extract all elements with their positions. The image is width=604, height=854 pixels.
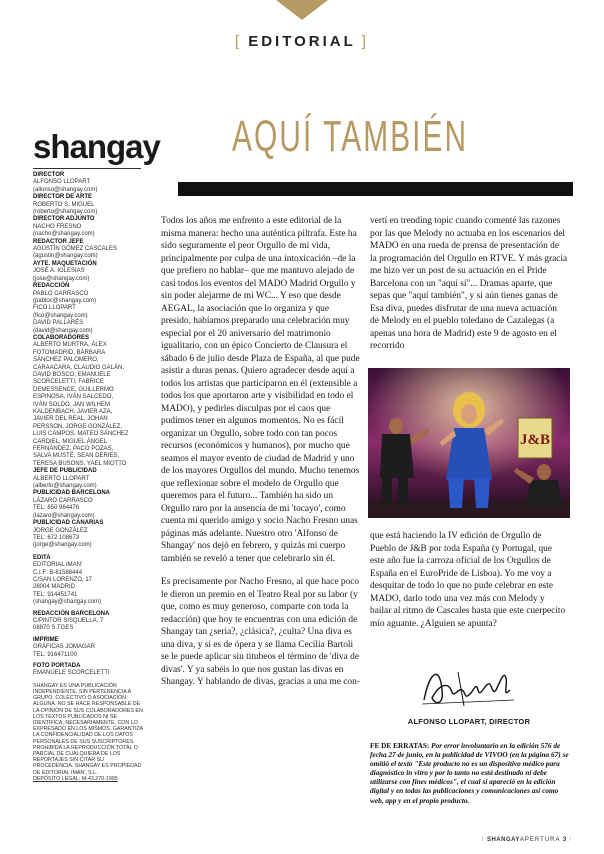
credit-line: KALDENBACH, JAVIER AZA, [33,409,113,415]
credit-line: 08870 S.TGES [33,625,74,632]
credit-line: FICO LLOPART [33,305,76,312]
credit-role: DIRECTOR [33,172,65,178]
shangay-logo: shangay [33,128,160,165]
credit-line: SCORCELETTI, FABRICE [33,379,105,386]
credit-role: REDACCIÓN [33,283,70,290]
credit-line: JORGE GONZÁLEZ [33,527,88,534]
legal-deposit: DEPÓSITO LEGAL: M-43.270-1995 [33,775,118,782]
footer-brand: SHANGAY [486,837,520,843]
credit-role: IMPRIME [33,636,59,643]
footer-section: APERTURA [519,837,561,843]
credit-role: AYTE. MAQUETACIÓN [33,260,97,267]
credit-line: TEL: 914451741 [33,591,78,598]
credit-line: C/PINTOR SISQUELLA, 7 [33,617,104,624]
credit-line: (allonso@shangay.com) [33,186,98,193]
credit-line: (fico@shangay.com) [33,312,88,319]
credit-role: DIRECTOR ADJUNTO [33,216,95,223]
credit-line: ROBERTO S. MIGUEL [33,201,95,208]
credit-line: FOTOMADRID, BÁRBARA [33,349,106,356]
credit-line: (pabloc@shangay.com) [33,297,97,304]
credit-line: TEL: 672 108673 [33,534,80,541]
credit-role: FOTO PORTADA [33,663,81,669]
credit-role: PUBLICIDAD CANARIAS [33,520,104,527]
credit-line: C/SAN LORENZO, 17 [33,576,93,583]
jb-sign: J&B [520,432,550,448]
credit-role: EDITA [33,554,51,561]
credit-line: (jose@shangay.com) [33,275,90,282]
article-column-1 [161,215,360,689]
credit-line: ALBERTO LLOPART [33,475,90,482]
credit-line: CARDIEL, MIGUEL ÁNGEL [33,438,108,445]
headline: AQUÍ TAMBIÉN [232,112,469,161]
credit-line: NACHO FRESNO [33,223,82,230]
masthead-credits [33,172,145,782]
bracket-left: [ [235,33,243,50]
credit-role: DIRECTOR DE ARTE [33,194,93,201]
credit-line: DAVID PALLARÉS [33,320,84,327]
credit-line: DAVID BOSCO, EMANUELE [33,371,111,378]
credit-role: REDACTOR JEFE [33,238,84,245]
credit-role: PUBLICIDAD BARCELONA [33,490,110,497]
credit-line: (roberto@shangay.com) [33,209,98,216]
credit-line: TERESA BUSONS, YAEL MIOTTO [33,460,127,467]
credit-line: JOSÉ A. IGLESIAS [33,268,85,275]
credit-role: JEFE DE PUBLICIDAD [33,468,97,475]
credit-line: SALVA MUSTÉ, SEAN DERIES, [33,453,120,460]
credit-line: TEL: 650 964476 [33,505,80,512]
signature-name: ALFONSO LLOPART, DIRECTOR [407,717,531,726]
credit-line: ALFONSO LLOPART [33,179,91,186]
credit-line: (jorge@shangay.com) [33,542,92,549]
credit-line: 28004 MADRID [33,584,76,591]
article-column-2-continued [370,530,568,630]
errata-box [370,741,570,805]
top-triangle-ornament [276,0,328,20]
credit-line: FERNÁNDEZ, PACO POZAS, [33,446,114,453]
credit-line: PERSSON, JORGE GONZÁLEZ, [33,423,123,430]
credit-line: TEL: 916471100 [33,651,77,658]
article-paragraph: que está haciendo la IV edición de Orgullo de Pueblo de J&B por toda España (y Portugal, que este año fue la carroza oficial de los Orgullos de España en el EuroPride de Lisboa). Yo me voy a desquitar de todo lo que no pude celebrar en este MADO, darlo todo una vez más con Melody y bailar al ritmo de Cascales hasta que este cuerpecito mío aguante. ¿Alguien se apunta? [370,531,566,629]
credit-line: PABLO CARRASCO [33,290,89,297]
headline-bar [178,182,573,196]
credit-line: (nacho@shangay.com) [33,231,95,238]
credit-line: EDITORIAL IMAN' [33,562,83,569]
article-column-2 [370,215,568,353]
bracket-right: ] [361,33,369,50]
credit-line: SÁNCHEZ PALOMERO, [33,357,99,364]
credits-list [33,172,145,550]
article-paragraph: Todos los años me enfrento a este editorial de la misma manera: hecho una auténtica piltrafa. Este ha sido seguramente el peor Orgullo de mi vida, principalmente por culpa de una intoxicación –de la que prefiero no hablar– que me mantuvo alejado de casi todos los eventos del MADO Madrid Orgullo y sin poder alejarme de mi WC... Y eso que desde AEGAL, la asociación que lo organiza y que presido, habíamos preparado una celebración muy especial por el 20 aniversario del matrimonio igualitario, con un épico Concierto de Clausura el sábado 6 de julio desde Plaza de España, al que pude asistir a duras penas. Quiero agradecer desde aquí a todos los artistas que participaron en él (extensible a todos los que aportaron arte y visibilidad en todo el MADO), y pedirles disculpas por el caos que pudimos tener en algunos momentos. No es fácil organizar un Orgullo, sobre todo con tan pocos recursos (económicos y humanos), por mucho que seamos el mayor evento de ciudad de Madrid y uno de los mayores Orgullos del mundo. Mucho tenemos que reflexionar sobre el modelo de Orgullo que queremos para el futuro... También ha sido un Orgullo raro por la ausencia de mi 'tocayo', como cuenta mi querido amigo y socio Nacho Fresno unas páginas más adelante. Nuestro otro 'Alfonso de Shangay' nos dejó en febrero, y quizás mi cuerpo también se reveló a tener que celebrarlo sin él. [161,216,360,564]
credit-line: DEMESSENCE, GUILLERMO [33,386,114,393]
credit-line: CARAACARA, CLAUDIO GALÁN, [33,364,125,371]
page-number: 3 [562,837,567,843]
publisher-list [33,555,145,678]
credit-line: (agustin@shangay.com) [33,253,98,260]
credit-line: ALBERTO MURTRA, ÁLEX [33,342,107,349]
signature-graphic [418,660,518,717]
credit-line: LÁZARO CARRASCO [33,497,93,504]
credit-role: REDACCIÓN BARCELONA [33,610,110,617]
credit-line: LUIS CAMPOS, MATEO SÁNCHEZ [33,431,129,438]
logo-rule [33,168,141,169]
article-paragraph: vertí en trending topic cuando comenté las razones por las que Melody no actuaba en los escenarios del MADO en una rueda de prensa de presentación de la programación del Orgullo en RTVE. Y más gracia me hizo ver un post de su actuación en el Pride Barcelona con un "aquí sí"... Dramas aparte, que sepas que "aquí también", y si aún tienes ganas de Esa diva, puedes disfrutar de una nueva actuación de Melody en el pueblo toledano de Cazalegas (a apenas una hora de Madrid) este 9 de agosto en el recorrido [370,216,568,351]
credit-line: (alberto@shangay.com) [33,483,97,490]
errata-label: FE DE ERRATAS: [370,741,430,750]
errata-text: Por error involuntario en la edición 576 de fecha 27 de junio, en la publicidad de VIVOO (en la página 67) se omitió el texto "Este producto no es un dispositivo médico para diagnóstico in vitro y por lo tanto no está destinado ni debe utilizarse con fines médicos", el cual sí apareció en la edición digital y en todas las publicaciones y comunicaciones así como web, app y en el propio producto. [370,741,569,805]
article-paragraph: Es precisamente por Nacho Fresno, al que hace poco le dieron un premio en el Teatro Real por su labor (y que, como es muy generoso, comparte con toda la redacción) que hoy te encuentras con una edición de Shangay tan ¿seria?, ¿clásica?, ¿culta? Una diva es una diva, y si es de ópera y se llama Cecilia Bartoli se le puede aplicar sin titubeos el término de 'diva de divas'. Y ya sabéis lo que nos gustan las divas en Shangay. Y hablando de divas, gracias a una me con- [161,577,360,687]
section-header [0,33,604,50]
credit-line: IVÁN SOLDO, JAN WILHEM [33,401,111,408]
disclaimer: SHANGAY ES UNA PUBLICACIÓN INDEPENDIENTE, SIN PERTENENCIA A GRUPO, COLECTIVO O ASOCIACIÓN ALGUNA. NO SE HACE RESPONSABLE DE LA OPINIÓN DE SUS COLABORADORES EN LOS TEXTOS PUBLICADOS NI SE IDENTIFICA, NECESARIAMENTE, CON LO EXPRESADO EN LOS MISMOS. GARANTIZA LA CONFIDENCIALIDAD DE LOS DATOS PERSONALES DE SUS SUSCRIPTORES. PROHIBIDA LA REPRODUCCIÓN TOTAL O PARCIAL DE CUALQUIERA DE LOS REPORTAJES SIN CITAR SU PROCEDENCIA. SHANGAY ES PROPIEDAD DE EDITORIAL IMAN', S.L. [33,682,143,776]
credit-line: JAVIER DEL REAL, JOHAN [33,416,108,423]
page-footer: / SHANGAYAPERTURA 3 / [481,837,572,843]
credit-line: (david@shangay.com) [33,327,93,334]
credit-line: C.I.F: B-81588444 [33,569,83,576]
melody-performance-photo [368,368,570,518]
credit-line: EMANUELE SCORCELETTI [33,670,110,677]
credit-line: (lazaro@shangay.com) [33,512,95,519]
credit-line: (shangay@shangay.com) [33,599,102,606]
section-label: EDITORIAL [248,33,356,50]
credit-line: ESPINOSA, IVÁN SALCEDO, [33,394,114,401]
credit-role: COLABORADORES [33,334,90,341]
credit-line: AGUSTÍN GÓMEZ CASCALES [33,246,118,253]
credit-line: GRÁFICAS JOMAGAR [33,644,96,651]
